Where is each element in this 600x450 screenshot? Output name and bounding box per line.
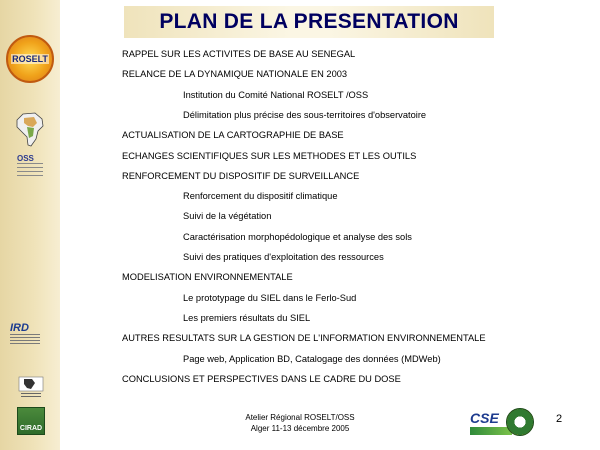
footer-line-1: Atelier Régional ROSELT/OSS	[245, 413, 355, 422]
cse-logo	[470, 408, 532, 438]
cirad-logo-text: CIRAD	[19, 425, 43, 432]
outline-item: ACTUALISATION DE LA CARTOGRAPHIE DE BASE	[122, 130, 344, 141]
outline-item: RENFORCEMENT DU DISPOSITIF DE SURVEILLANCE	[122, 170, 360, 181]
outline-subitem: Délimitation plus précise des sous-territoires d'observatoire	[183, 109, 427, 120]
outline-item: RELANCE DE LA DYNAMIQUE NATIONALE EN 2003	[122, 69, 348, 80]
outline-subitem: Les premiers résultats du SIEL	[183, 312, 311, 323]
cse-logo-text: CSE	[470, 410, 499, 426]
oss-logo	[12, 112, 48, 182]
logo-sidebar	[0, 0, 60, 450]
outline-subitem: Institution du Comité National ROSELT /OSS	[183, 89, 369, 100]
outline-subitem: Page web, Application BD, Catalogage des données (MDWeb)	[183, 353, 441, 364]
title-banner	[124, 6, 494, 38]
footer-line-2: Alger 11-13 décembre 2005	[250, 424, 350, 433]
outline-subitem: Renforcement du dispositif climatique	[183, 191, 338, 202]
slide-footer	[210, 412, 390, 434]
outline-item: MODELISATION ENVIRONNEMENTALE	[122, 272, 293, 283]
slide-title: PLAN DE LA PRESENTATION	[159, 10, 459, 33]
cse-emblem-icon	[506, 408, 534, 436]
outline-subitem: Caractérisation morphopédologique et analyse des sols	[183, 231, 412, 242]
oss-logo-caption	[17, 163, 43, 177]
cse-logo-bar	[470, 427, 512, 435]
roselt-logo	[6, 35, 54, 83]
outline-item: ECHANGES SCIENTIFIQUES SUR LES METHODES ET LES OUTILS	[122, 150, 417, 161]
ird-logo-caption	[10, 334, 40, 344]
outline-item: CONCLUSIONS ET PERSPECTIVES DANS LE CADRE DU DOSE	[122, 373, 401, 384]
cooperation-logo	[18, 376, 44, 400]
ird-logo-text: IRD	[10, 322, 29, 334]
ird-logo	[10, 322, 50, 346]
cirad-logo	[17, 407, 45, 435]
outline-item: AUTRES RESULTATS SUR LA GESTION DE L'INFORMATION ENVIRONNEMENTALE	[122, 333, 486, 344]
outline-subitem: Suivi de la végétation	[183, 211, 272, 222]
outline-subitem: Suivi des pratiques d'exploitation des ressources	[183, 252, 384, 262]
africa-map-icon	[15, 112, 45, 148]
oss-logo-text: OSS	[17, 154, 34, 163]
roselt-logo-text: ROSELT	[12, 54, 48, 64]
outline-subitem: Le prototypage du SIEL dans le Ferlo-Sud	[183, 292, 357, 303]
cooperation-emblem-icon	[18, 376, 44, 400]
outline-item: RAPPEL SUR LES ACTIVITES DE BASE AU SENEGAL	[122, 49, 356, 59]
page-number: 2	[556, 413, 563, 425]
